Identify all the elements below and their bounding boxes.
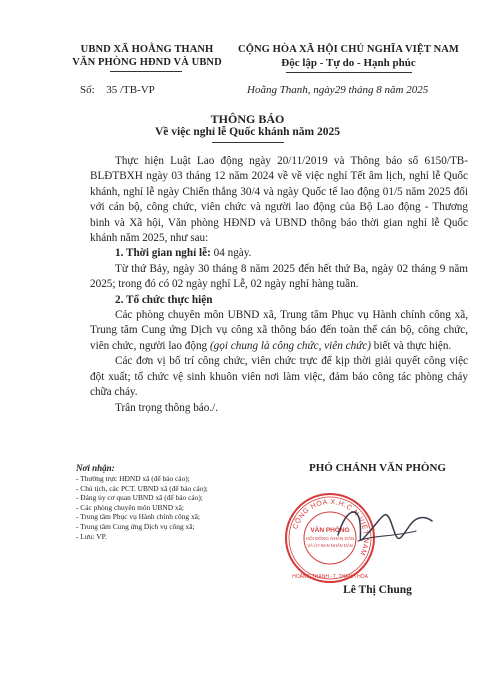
national-motto: Độc lập - Tự do - Hạnh phúc <box>281 57 416 69</box>
issuer-office: VĂN PHÒNG HĐND VÀ UBND <box>72 57 222 68</box>
notice-body <box>90 154 468 416</box>
notice-subtitle: Về việc nghỉ lễ Quốc khánh năm 2025 <box>155 126 340 138</box>
section1-value: 04 ngày. <box>210 247 252 260</box>
recipients-heading: Nơi nhận: <box>76 463 115 473</box>
seal-center-line1: VĂN PHÒNG <box>310 527 350 534</box>
recipient-item: - Đảng ủy cơ quan UBND xã (để báo cáo); <box>76 493 203 503</box>
recipient-item: - Các phòng chuyên môn UBND xã; <box>76 502 184 512</box>
section2-paragraph1 <box>90 308 468 354</box>
section2-paragraph2: Các đơn vị bố trí công chức, viên chức trực để kịp thời giải quyết công việc đột xuất; tổ chức vệ sinh khuôn viên nơi làm việc, đảm bảo công tác phòng cháy chữa cháy. <box>90 355 468 399</box>
seal-center-line2: HỘI ĐỒNG NHÂN DÂN <box>305 536 355 541</box>
document-number <box>80 84 155 96</box>
seal-bottom-text: HOẰNG THANH - T. THANH HÓA <box>292 574 368 580</box>
notice-title: THÔNG BÁO <box>210 112 285 126</box>
number-value: 35 <box>106 84 118 96</box>
motto-underline <box>286 72 412 73</box>
subtitle-underline <box>212 142 284 143</box>
closing-line: Trân trọng thông báo./. <box>115 401 219 414</box>
place-date: Hoằng Thanh, ngày29 tháng 8 năm 2025 <box>247 84 429 96</box>
section1-detail: Từ thứ Bảy, ngày 30 tháng 8 năm 2025 đến hết thứ Ba, ngày 02 tháng 9 năm 2025; trong đó có 02 ngày nghỉ Lễ, 02 ngày nghỉ hàng tuần. <box>90 262 468 291</box>
number-suffix: /TB-VP <box>119 84 155 96</box>
seal-center-line3: VÀ ỦY BAN NHÂN DÂN <box>307 543 353 548</box>
section2-para1-text: Các phòng chuyên môn UBND xã, Trung tâm Phục vụ Hành chính công xã, Trung tâm Cung ứng Dịch vụ công xã thông báo đến toàn thể cán bộ, công chức, viên chức, người lao động <box>90 309 468 352</box>
issuer-authority: UBND XÃ HOẰNG THANH <box>80 44 214 55</box>
section2-para1-italic: (gọi chung là công chức, viên chức) <box>209 339 371 352</box>
signer-name: Lê Thị Chung <box>343 584 412 596</box>
section2-heading: 2. Tổ chức thực hiện <box>115 293 213 306</box>
handwritten-signature <box>328 495 438 560</box>
recipient-item: - Lưu: VP. <box>76 531 107 541</box>
recipient-item: - Chủ tịch, các PCT. UBND xã (để báo cáo); <box>76 483 208 493</box>
recipient-item: - Trung tâm Phục vụ Hành chính công xã; <box>76 512 200 522</box>
signer-position: PHÓ CHÁNH VĂN PHÒNG <box>309 462 446 474</box>
issuer-underline <box>110 71 182 72</box>
section1-heading: 1. Thời gian nghỉ lễ: <box>115 247 211 260</box>
recipient-item: - Trung tâm Cung ứng Dịch vụ công xã; <box>76 521 195 531</box>
recipients-block <box>76 463 276 541</box>
recipient-item: - Thường trực HĐND xã (để báo cáo); <box>76 474 190 483</box>
intro-paragraph: Thực hiện Luật Lao động ngày 20/11/2019 và Thông báo số 6150/TB-BLĐTBXH ngày 03 tháng 12 năm 2024 về về việc nghỉ Tết âm lịch, nghỉ lễ Quốc khánh, nghỉ lễ ngày Chiến thắng 30/4 và ngày Quốc tế lao động 01/5 năm 2025 đối với cán bộ, công chức, viên chức và người lao động của Bộ Lao động - Thương binh và Xã hội, Văn phòng HĐND và UBND thông báo thời gian nghỉ lễ Quốc khánh năm 2025, như sau: <box>90 155 468 245</box>
section1-line <box>90 246 468 261</box>
section2-para1-end: biết và thực hiện. <box>370 339 452 352</box>
number-prefix: Số: <box>80 84 95 96</box>
national-title: CỘNG HÒA XÃ HỘI CHỦ NGHĨA VIỆT NAM <box>238 44 459 55</box>
seal-ring-text: CỘNG HÒA X.H.C.N VIỆT NAM <box>292 498 370 557</box>
